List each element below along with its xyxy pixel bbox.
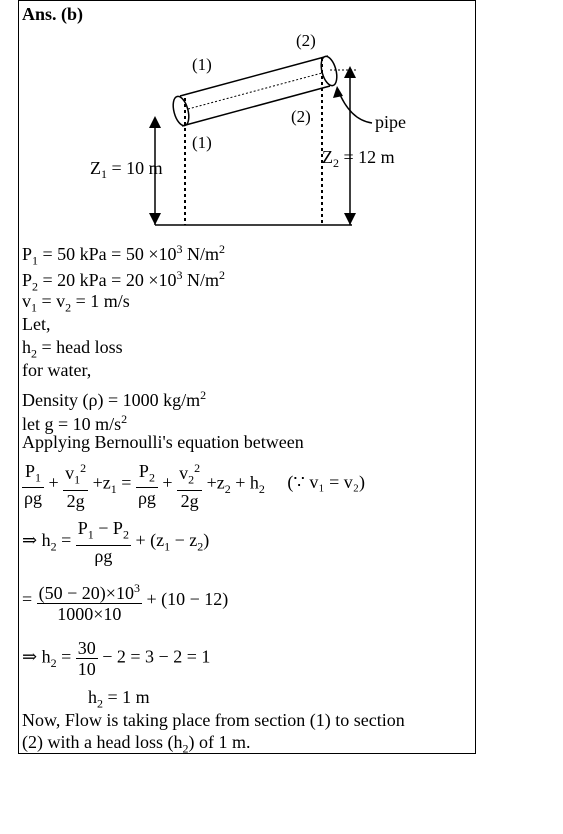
z2-arrowhead-top xyxy=(344,66,356,78)
z2-label: $Z_2 = 12$ m xyxy=(322,147,395,170)
z1-arrowhead-top xyxy=(149,116,161,128)
diagram-label-top-1: (1) xyxy=(192,55,212,74)
diagram-label-mid-1: (1) xyxy=(192,133,212,152)
pipe-diagram xyxy=(60,28,440,233)
diagram-label-top-2: (2) xyxy=(296,31,316,50)
conclusion-line-2: (2) with a head loss $(h_2)$ of 1 m. xyxy=(22,732,251,756)
z1-label: $Z_1 = 10$ m xyxy=(90,158,163,181)
final-head-loss: $h_2 = 1$ m xyxy=(88,687,150,711)
bernoulli-equation: $\frac{P_1}{\rho g}$ + $\frac{v_1^2}{2g}$ $+z_1$ = $\frac{P_2}{\rho g}$ + $\frac{v_2^2}{2g}$ $+z_2 + h_2$ (∵ v₁ = v₂) xyxy=(22,458,365,511)
pipe-centerline xyxy=(188,73,322,109)
head-loss-line: $h_2$ = head loss xyxy=(22,337,123,361)
pipe-left-end xyxy=(170,95,191,128)
pipe-label: pipe xyxy=(375,112,406,132)
applying-line: Applying Bernoulli's equation between xyxy=(22,432,304,452)
z1-arrowhead-bottom xyxy=(149,213,161,225)
result-equation: ⇒ $h_2$ = $\frac{30}{10}$ − 2 = 3 − 2 = 1 xyxy=(22,638,211,679)
head-loss-equation: ⇒ $h_2$ = $\frac{P_1 - P_2}{\rho g}$ + $(z_1 - z_2)$ xyxy=(22,518,210,566)
pressure-1-line: $P_1 = 50$ kPa = $50 \times 10^3$ $N/m^2$ xyxy=(22,242,225,268)
pipe-pointer xyxy=(338,90,372,123)
pressure-2-line: $P_2 = 20$ kPa = $20 \times 10^3$ $N/m^2$ xyxy=(22,268,225,294)
result-simplification: − 2 = 3 − 2 = 1 xyxy=(97,646,211,667)
diagram-label-mid-2: (2) xyxy=(291,107,311,126)
density-line: Density (ρ) = 1000 $kg/m^2$ xyxy=(22,388,207,410)
pipe-pointer-head xyxy=(333,86,343,98)
equal-velocity-note: (∵ v₁ = v₂) xyxy=(287,472,366,493)
gravity-line: let g = 10 $m/s^2$ xyxy=(22,412,128,434)
for-water-line: for water, xyxy=(22,360,92,380)
conclusion-line-1: Now, Flow is taking place from section (1) to section xyxy=(22,710,405,730)
substitution-equation: = $\frac{(50 - 20)\times 10^3}{1000\times 10}$ + (10 − 12) xyxy=(22,578,228,624)
let-line: Let, xyxy=(22,314,51,334)
z2-arrowhead-bottom xyxy=(344,213,356,225)
answer-label: Ans. (b) xyxy=(22,4,84,24)
velocity-line: $v_1 = v_2 = 1$ m/s xyxy=(22,291,130,315)
